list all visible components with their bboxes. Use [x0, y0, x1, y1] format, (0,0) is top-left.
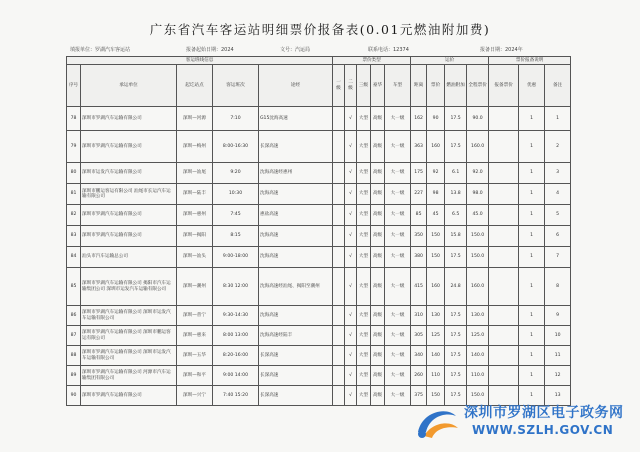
cell-fuel: 17.5 — [445, 107, 467, 131]
cell-c3: 大型 — [357, 247, 371, 268]
cell-disc: 1 — [519, 131, 545, 163]
cell-dist: 305 — [411, 326, 427, 346]
cell-route: 深圳—兴宁 — [177, 386, 213, 406]
column-header: 备注 — [545, 65, 571, 107]
cell-no: 80 — [67, 163, 81, 184]
group-header-remark: 票价报备说明 — [489, 57, 571, 65]
cell-c2: √ — [345, 306, 357, 326]
cell-no: 88 — [67, 346, 81, 366]
cell-no: 78 — [67, 107, 81, 131]
cell-c4: 高级 — [371, 163, 385, 184]
cell-dist: 227 — [411, 184, 427, 205]
cell-c1 — [333, 107, 345, 131]
cell-c2: √ — [345, 386, 357, 406]
document-title: 广东省汽车客运站明细票价报备表(0.01元燃油附加费) — [149, 22, 491, 37]
cell-fare: 150 — [427, 386, 445, 406]
swirl-logo-icon — [412, 402, 462, 442]
column-header: 承运单位 — [81, 65, 177, 107]
cell-route: 深圳—和平 — [177, 366, 213, 386]
cell-dist: 175 — [411, 163, 427, 184]
table-row — [67, 131, 571, 163]
cell-c2: √ — [345, 326, 357, 346]
cell-total: 110.0 — [467, 366, 489, 386]
cell-time: 8:20-16:00 — [213, 346, 259, 366]
column-header: 二级 — [345, 65, 357, 107]
cell-carrier: 深圳市运发汽车运输有限公司 — [81, 163, 177, 184]
cell-total: 92.0 — [467, 163, 489, 184]
cell-carrier: 深圳市罗湖汽车运输有限公司 河源市汽车运输集团有限公司 — [81, 366, 177, 386]
cell-time: 10:30 — [213, 184, 259, 205]
cell-fare: 150 — [427, 247, 445, 268]
table-row — [67, 107, 571, 131]
cell-sub — [489, 107, 519, 131]
cell-disc: 1 — [519, 226, 545, 247]
cell-carrier: 深圳市罗湖汽车运输有限公司 揭阳市汽车运输集团公司 深圳市运发汽车运输有限公司 — [81, 268, 177, 306]
cell-no: 87 — [67, 326, 81, 346]
cell-c3: 大型 — [357, 205, 371, 226]
cell-sub — [489, 163, 519, 184]
cell-carrier: 深圳市罗湖汽车运输有限公司 深圳市运发汽车运输有限公司 — [81, 306, 177, 326]
cell-route: 深圳—汕头 — [177, 247, 213, 268]
cell-time: 8:00 13:00 — [213, 326, 259, 346]
cell-type: 大一级 — [385, 326, 411, 346]
cell-route: 深圳—五华 — [177, 346, 213, 366]
cell-rem: 2 — [545, 131, 571, 163]
cell-no: 84 — [67, 247, 81, 268]
cell-c2: √ — [345, 131, 357, 163]
cell-disc: 1 — [519, 346, 545, 366]
cell-c2: √ — [345, 107, 357, 131]
cell-fuel: 17.5 — [445, 326, 467, 346]
cell-c4: 高级 — [371, 346, 385, 366]
cell-sub — [489, 184, 519, 205]
cell-time: 7:40 15:20 — [213, 386, 259, 406]
cell-fuel: 17.5 — [445, 247, 467, 268]
table-row — [67, 163, 571, 184]
cell-c4: 高级 — [371, 366, 385, 386]
cell-c2: √ — [345, 247, 357, 268]
cell-c1 — [333, 131, 345, 163]
cell-time: 8:00-16:30 — [213, 131, 259, 163]
cell-sub — [489, 131, 519, 163]
fare-table — [66, 56, 571, 406]
cell-total: 160.0 — [467, 268, 489, 306]
cell-dist: 340 — [411, 346, 427, 366]
cell-no: 83 — [67, 226, 81, 247]
cell-fuel: 24.8 — [445, 268, 467, 306]
cell-rem: 7 — [545, 247, 571, 268]
cell-fuel: 15.8 — [445, 226, 467, 247]
table-row — [67, 306, 571, 326]
cell-dist: 380 — [411, 247, 427, 268]
cell-c3: 大型 — [357, 386, 371, 406]
cell-carrier: 深圳市罗湖汽车运输有限公司 — [81, 107, 177, 131]
cell-time: 8:15 — [213, 226, 259, 247]
cell-disc: 1 — [519, 247, 545, 268]
cell-route: 深圳—惠来 — [177, 326, 213, 346]
cell-c1 — [333, 366, 345, 386]
cell-dist: 260 — [411, 366, 427, 386]
cell-dist: 363 — [411, 131, 427, 163]
cell-time: 9:00-18:00 — [213, 247, 259, 268]
cell-via: G15沈海高速 — [259, 107, 333, 131]
group-header-row — [67, 57, 571, 65]
column-header: 客运班次 — [213, 65, 259, 107]
cell-c1 — [333, 306, 345, 326]
cell-c4: 高级 — [371, 326, 385, 346]
cell-no: 86 — [67, 306, 81, 326]
cell-sub — [489, 205, 519, 226]
cell-c1 — [333, 184, 345, 205]
meta-approval-no: 文号：汽运局 — [280, 47, 311, 53]
cell-c1 — [333, 247, 345, 268]
cell-via: 沈海高速 — [259, 226, 333, 247]
cell-fuel: 17.5 — [445, 306, 467, 326]
cell-route: 深圳—惠州 — [177, 205, 213, 226]
cell-fare: 125 — [427, 326, 445, 346]
cell-rem: 3 — [545, 163, 571, 184]
cell-no: 85 — [67, 268, 81, 306]
cell-c3: 大型 — [357, 184, 371, 205]
table-row — [67, 205, 571, 226]
cell-c3: 大型 — [357, 131, 371, 163]
watermark-title: 深圳市罗湖区电子政务网 — [464, 405, 624, 421]
cell-total: 150.0 — [467, 386, 489, 406]
cell-via: 沈海高速经惠州 — [259, 163, 333, 184]
cell-time: 9:20 — [213, 163, 259, 184]
cell-time: 7:45 — [213, 205, 259, 226]
cell-c4: 高级 — [371, 306, 385, 326]
cell-via: 沈海高速经陆丰 — [259, 326, 333, 346]
cell-no: 79 — [67, 131, 81, 163]
column-header: 全程票价 — [467, 65, 489, 107]
cell-fare: 160 — [427, 268, 445, 306]
cell-rem: 4 — [545, 184, 571, 205]
cell-via: 长深高速 — [259, 346, 333, 366]
cell-route: 深圳—河源 — [177, 107, 213, 131]
cell-fare: 92 — [427, 163, 445, 184]
cell-carrier: 深圳市罗湖汽车运输有限公司 — [81, 131, 177, 163]
cell-rem: 8 — [545, 268, 571, 306]
cell-sub — [489, 247, 519, 268]
column-header: 一级 — [333, 65, 345, 107]
cell-dist: 350 — [411, 226, 427, 247]
watermark-url: WWW.SZLH.GOV.CN — [472, 423, 614, 437]
cell-total: 140.0 — [467, 346, 489, 366]
cell-c2: √ — [345, 346, 357, 366]
cell-fare: 98 — [427, 184, 445, 205]
cell-c4: 高级 — [371, 386, 385, 406]
cell-c3: 大型 — [357, 226, 371, 247]
cell-total: 98.0 — [467, 184, 489, 205]
cell-total: 150.0 — [467, 247, 489, 268]
column-header: 距离 — [411, 65, 427, 107]
cell-total: 150.0 — [467, 226, 489, 247]
meta-filler-unit: 填报单位：罗湖汽车客运站 — [70, 47, 131, 53]
cell-type: 大一级 — [385, 184, 411, 205]
column-header: 途经 — [259, 65, 333, 107]
cell-route: 深圳—陆丰 — [177, 184, 213, 205]
cell-fuel: 6.5 — [445, 205, 467, 226]
cell-route: 深圳—梅州 — [177, 131, 213, 163]
cell-total: 160.0 — [467, 131, 489, 163]
cell-fuel: 13.8 — [445, 184, 467, 205]
column-header: 豪华 — [371, 65, 385, 107]
cell-c1 — [333, 163, 345, 184]
table-row — [67, 366, 571, 386]
cell-time: 8:30 12:00 — [213, 268, 259, 306]
cell-disc: 1 — [519, 107, 545, 131]
cell-carrier: 深圳市罗湖汽车运输有限公司 — [81, 386, 177, 406]
cell-time: 9:00 14:00 — [213, 366, 259, 386]
cell-disc: 1 — [519, 326, 545, 346]
group-header-basic: 客运班线信息 — [67, 57, 333, 65]
cell-c3: 大型 — [357, 268, 371, 306]
cell-route: 深圳—揭阳 — [177, 226, 213, 247]
cell-c1 — [333, 386, 345, 406]
cell-time: 9:30-14:30 — [213, 306, 259, 326]
cell-via: 长深高速 — [259, 131, 333, 163]
cell-type: 大一级 — [385, 366, 411, 386]
cell-total: 90.0 — [467, 107, 489, 131]
cell-total: 130.0 — [467, 306, 489, 326]
cell-c2: √ — [345, 268, 357, 306]
table-row — [67, 247, 571, 268]
cell-fuel: 17.5 — [445, 346, 467, 366]
cell-fare: 45 — [427, 205, 445, 226]
cell-fuel: 17.5 — [445, 366, 467, 386]
cell-c4: 高级 — [371, 131, 385, 163]
group-header-fare: 运价 — [411, 57, 489, 65]
cell-no: 81 — [67, 184, 81, 205]
cell-type: 大一级 — [385, 247, 411, 268]
cell-route: 深圳—潮州 — [177, 268, 213, 306]
cell-time: 7:10 — [213, 107, 259, 131]
cell-disc: 1 — [519, 366, 545, 386]
cell-c4: 高级 — [371, 205, 385, 226]
table-row — [67, 184, 571, 205]
cell-fare: 160 — [427, 131, 445, 163]
cell-type: 大一级 — [385, 268, 411, 306]
cell-c2: √ — [345, 226, 357, 247]
cell-rem: 6 — [545, 226, 571, 247]
column-header: 燃油附加 — [445, 65, 467, 107]
cell-rem: 9 — [545, 306, 571, 326]
cell-c4: 高级 — [371, 268, 385, 306]
fare-table-container — [66, 56, 570, 406]
cell-c3: 大型 — [357, 366, 371, 386]
cell-c4: 高级 — [371, 247, 385, 268]
cell-c4: 高级 — [371, 184, 385, 205]
group-header-fare-type: 票价类型 — [333, 57, 411, 65]
cell-c1 — [333, 226, 345, 247]
cell-dist: 375 — [411, 386, 427, 406]
cell-fuel: 6.1 — [445, 163, 467, 184]
cell-disc: 1 — [519, 184, 545, 205]
cell-c1 — [333, 346, 345, 366]
cell-fuel: 17.5 — [445, 386, 467, 406]
cell-carrier: 深圳市罗湖汽车运输有限公司 — [81, 226, 177, 247]
cell-type: 大一级 — [385, 163, 411, 184]
cell-rem: 1 — [545, 107, 571, 131]
cell-carrier: 汕头市汽车运输总公司 — [81, 247, 177, 268]
column-header: 车型 — [385, 65, 411, 107]
cell-rem: 10 — [545, 326, 571, 346]
cell-sub — [489, 326, 519, 346]
cell-sub — [489, 268, 519, 306]
column-header: 票价 — [427, 65, 445, 107]
cell-c1 — [333, 326, 345, 346]
cell-c3: 大型 — [357, 306, 371, 326]
cell-disc: 1 — [519, 205, 545, 226]
cell-dist: 162 — [411, 107, 427, 131]
column-header-row — [67, 65, 571, 107]
cell-c2: √ — [345, 184, 357, 205]
column-header: 报备票价 — [489, 65, 519, 107]
cell-via: 长深高速 — [259, 386, 333, 406]
table-row — [67, 346, 571, 366]
cell-fare: 90 — [427, 107, 445, 131]
cell-carrier: 深圳市罗湖汽车运输有限公司 深圳市运发汽车运输有限公司 — [81, 346, 177, 366]
cell-via: 沈海高速 — [259, 306, 333, 326]
table-row — [67, 326, 571, 346]
cell-disc: 1 — [519, 306, 545, 326]
table-row — [67, 226, 571, 247]
cell-fare: 110 — [427, 366, 445, 386]
cell-c2: √ — [345, 366, 357, 386]
fare-table-body — [67, 107, 571, 406]
column-header: 三级 — [357, 65, 371, 107]
cell-dist: 415 — [411, 268, 427, 306]
meta-note: 报备日期：2024年 — [480, 47, 523, 53]
cell-carrier: 深圳市鹏运客运有限公司 汕尾市长运汽车运输有限公司 — [81, 184, 177, 205]
cell-fare: 130 — [427, 306, 445, 326]
cell-sub — [489, 226, 519, 247]
column-header: 序号 — [67, 65, 81, 107]
cell-via: 沈海高速 — [259, 247, 333, 268]
cell-c4: 高级 — [371, 107, 385, 131]
cell-disc: 1 — [519, 268, 545, 306]
cell-fuel: 17.5 — [445, 131, 467, 163]
cell-type: 大一级 — [385, 386, 411, 406]
cell-no: 90 — [67, 386, 81, 406]
cell-c4: 高级 — [371, 226, 385, 247]
table-row — [67, 268, 571, 306]
cell-fare: 150 — [427, 226, 445, 247]
cell-carrier: 深圳市罗湖汽车运输有限公司 深圳市鹏运客运有限公司 — [81, 326, 177, 346]
cell-rem: 11 — [545, 346, 571, 366]
cell-disc: 1 — [519, 163, 545, 184]
cell-dist: 310 — [411, 306, 427, 326]
meta-contact: 联系电话：12374 — [368, 47, 409, 53]
cell-fare: 140 — [427, 346, 445, 366]
cell-total: 125.0 — [467, 326, 489, 346]
cell-via: 长深高速 — [259, 366, 333, 386]
cell-type: 大一级 — [385, 226, 411, 247]
cell-type: 大一级 — [385, 346, 411, 366]
cell-c3: 大型 — [357, 346, 371, 366]
meta-fill-date: 报备起始日期：2024 — [186, 47, 234, 53]
cell-sub — [489, 306, 519, 326]
cell-route: 深圳—汕尾 — [177, 163, 213, 184]
cell-sub — [489, 346, 519, 366]
cell-c1 — [333, 268, 345, 306]
column-header: 优惠 — [519, 65, 545, 107]
cell-c2: √ — [345, 205, 357, 226]
cell-sub — [489, 366, 519, 386]
cell-c3: 大型 — [357, 326, 371, 346]
cell-dist: 85 — [411, 205, 427, 226]
cell-type: 大一级 — [385, 306, 411, 326]
cell-no: 82 — [67, 205, 81, 226]
cell-no: 89 — [67, 366, 81, 386]
cell-rem: 5 — [545, 205, 571, 226]
cell-c3: 大型 — [357, 107, 371, 131]
cell-via: 惠盐高速 — [259, 205, 333, 226]
cell-c1 — [333, 205, 345, 226]
cell-carrier: 深圳市罗湖汽车运输有限公司 — [81, 205, 177, 226]
cell-route: 深圳—普宁 — [177, 306, 213, 326]
cell-rem: 13 — [545, 386, 571, 406]
cell-c2: √ — [345, 163, 357, 184]
cell-rem: 12 — [545, 366, 571, 386]
cell-via: 沈海高速经汕尾、揭阳至潮州 — [259, 268, 333, 306]
cell-c3: 大型 — [357, 163, 371, 184]
cell-via: 沈海高速 — [259, 184, 333, 205]
cell-type: 大一级 — [385, 131, 411, 163]
cell-type: 大一级 — [385, 205, 411, 226]
column-header: 起讫站点 — [177, 65, 213, 107]
cell-type: 大一级 — [385, 107, 411, 131]
cell-total: 45.0 — [467, 205, 489, 226]
cell-disc: 1 — [519, 386, 545, 406]
watermark — [412, 400, 632, 444]
